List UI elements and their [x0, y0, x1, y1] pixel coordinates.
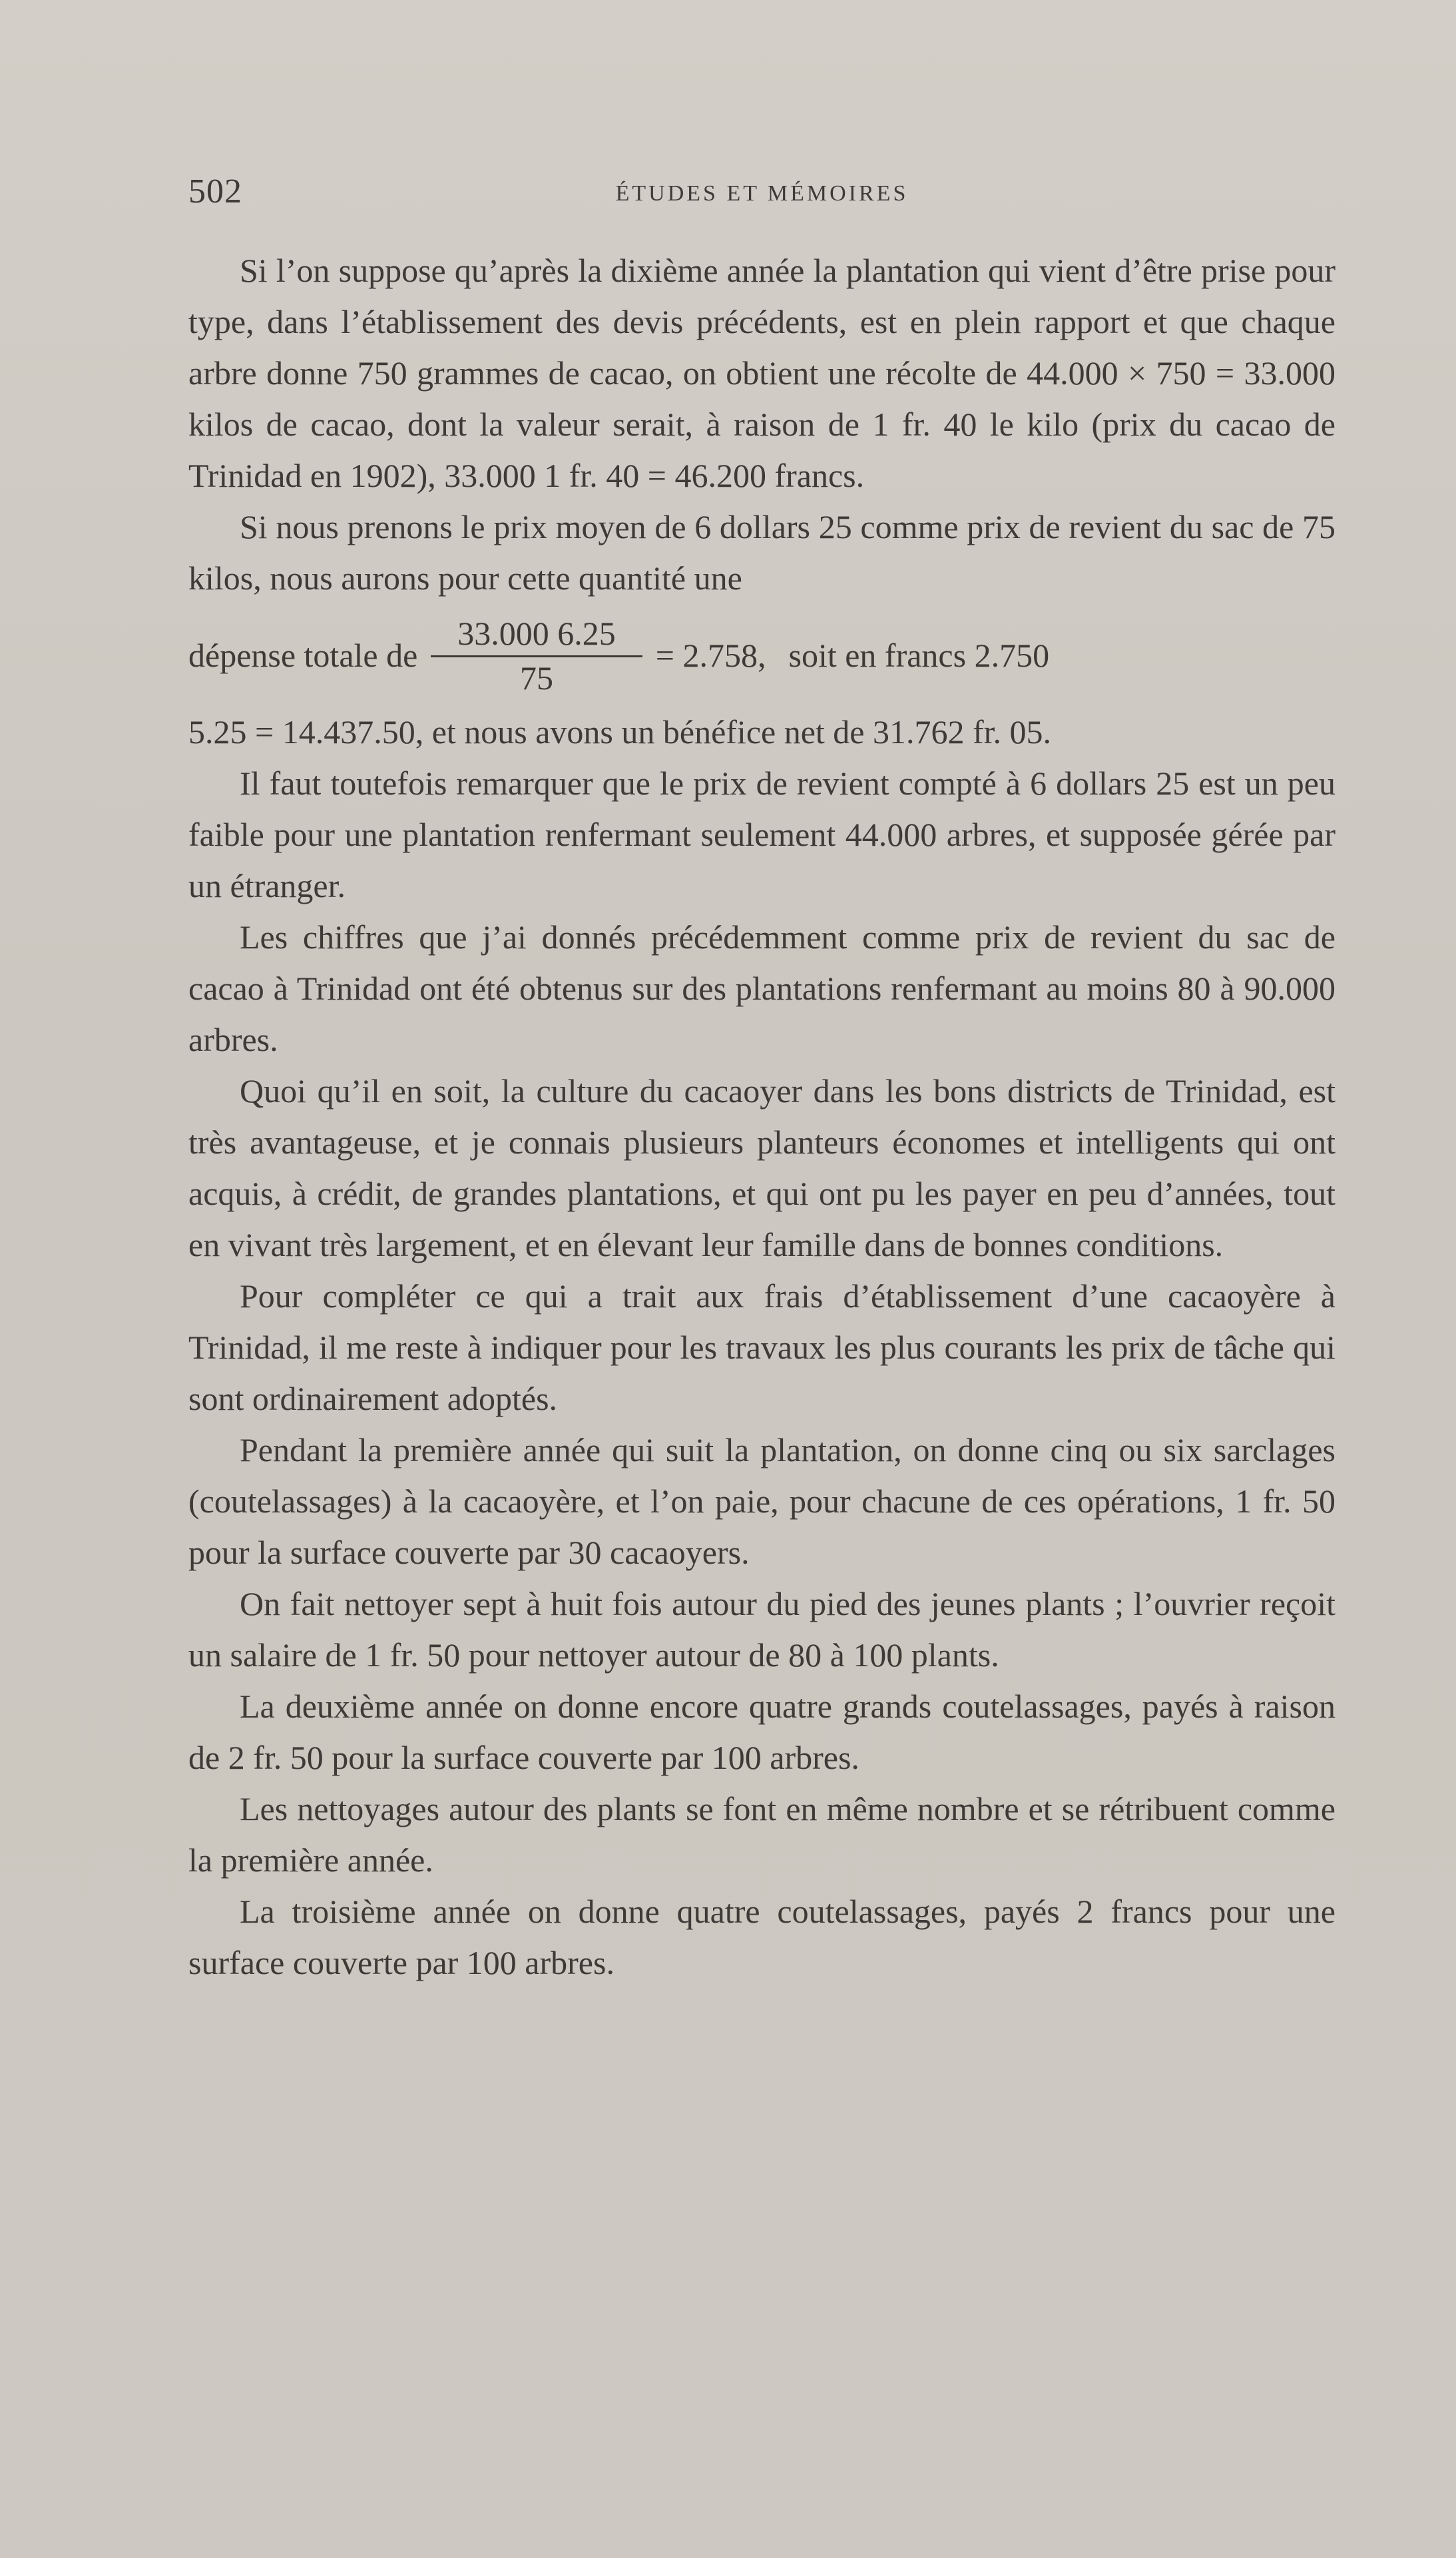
formula-suffix: soit en francs 2.750: [788, 636, 1050, 674]
paragraph: Il faut toutefois remarquer que le prix de revient compté à 6 dollars 25 est un peu faible pour une plantation renfermant seulement 44.000 arbres, et supposée gérée par un étranger.: [188, 765, 1335, 904]
formula-result: = 2.758,: [655, 636, 766, 674]
paragraph: On fait nettoyer sept à huit fois autour du pied des jeunes plants ; l’ouvrier reçoit un salaire de 1 fr. 50 pour nettoyer autour de 80 à 100 plants.: [188, 1585, 1335, 1674]
fraction-numerator: 33.000 6.25: [431, 614, 642, 657]
paragraph: Quoi qu’il en soit, la culture du cacaoyer dans les bons districts de Trinidad, est très avantageuse, et je connais plusieurs planteurs économes et intelligents qui ont acquis, à crédit, de grandes plantations, et qui ont pu les payer en peu d’années, tout en vivant très largement, et en élevant leur famille dans de bonnes conditions.: [188, 1072, 1335, 1263]
running-title: ÉTUDES ET MÉMOIRES: [615, 181, 909, 206]
paragraph: Pendant la première année qui suit la plantation, on donne cinq ou six sarclages (coutelassages) à la cacaoyère, et l’on paie, pour chacune de ces opérations, 1 fr. 50 pour la surface couverte par 30 cacaoyers.: [188, 1431, 1335, 1571]
paragraph: La troisième année on donne quatre coutelassages, payés 2 francs pour une surface couverte par 100 arbres.: [188, 1893, 1335, 1981]
body-text: [188, 245, 1335, 1989]
fraction: [431, 614, 642, 697]
paragraph: Pour compléter ce qui a trait aux frais d’établissement d’une cacaoyère à Trinidad, il me reste à indiquer pour les travaux les plus courants les prix de tâche qui sont ordinairement adoptés.: [188, 1277, 1335, 1417]
formula-prefix: dépense totale de: [188, 636, 418, 674]
paragraph: Si nous prenons le prix moyen de 6 dollars 25 comme prix de revient du sac de 75 kilos, nous aurons pour cette quantité une: [188, 508, 1335, 597]
paragraph: La deuxième année on donne encore quatre grands coutelassages, payés à raison de 2 fr. 50 pour la surface couverte par 100 arbres.: [188, 1688, 1335, 1776]
formula-line: [188, 604, 1335, 707]
fraction-denominator: 75: [520, 659, 554, 697]
paragraph: Les nettoyages autour des plants se font en même nombre et se rétribuent comme la première année.: [188, 1790, 1335, 1879]
page-header: [188, 172, 1335, 212]
paragraph: Les chiffres que j’ai donnés précédemment comme prix de revient du sac de cacao à Trinidad ont été obtenus sur des plantations renfermant au moins 80 à 90.000 arbres.: [188, 918, 1335, 1058]
paragraph-continuation: 5.25 = 14.437.50, et nous avons un bénéfice net de 31.762 fr. 05.: [188, 713, 1052, 751]
paragraph: Si l’on suppose qu’après la dixième année la plantation qui vient d’être prise pour type, dans l’établissement des devis précédents, est en plein rapport et que chaque arbre donne 750 grammes de cacao, on obtient une récolte de 44.000 × 750 = 33.000 kilos de cacao, dont la valeur serait, à raison de 1 fr. 40 le kilo (prix du cacao de Trinidad en 1902), 33.000 1 fr. 40 = 46.200 francs.: [188, 252, 1335, 494]
page-number: 502: [188, 172, 242, 210]
